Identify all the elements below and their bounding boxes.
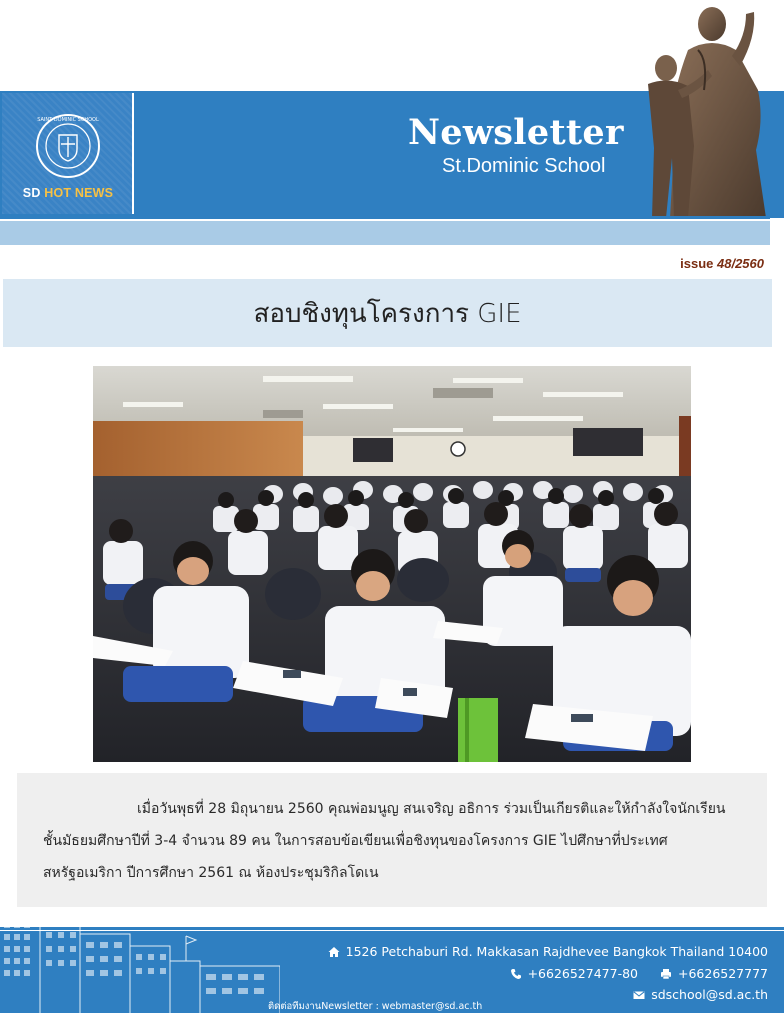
footer-email-row: [633, 987, 768, 1002]
email-text[interactable]: sdschool@sd.ac.th: [651, 987, 768, 1002]
buildings-illustration-icon: [0, 906, 280, 1013]
article-title: สอบชิงทุนโครงการ GIE: [253, 298, 522, 329]
article-title-box: [3, 279, 772, 347]
phone-text[interactable]: +6626527477-80: [527, 966, 638, 981]
statue-image: [628, 0, 784, 218]
badge-highlight: HOT NEWS: [44, 186, 114, 200]
issue-label: [680, 256, 764, 271]
article-body: เมื่อวันพุธที่ 28 มิถุนายน 2560 คุณพ่อมนูญ สนเจริญ อธิการ ร่วมเป็นเกียรติและให้กำลังใจนักเรียนชั้นมัธยมศึกษาปีที่ 3-4 จำนวน 89 คน ในการสอบข้อเขียนเพื่อชิงทุนของโครงการ GIE ไปศึกษาที่ประเทศสหรัฐอเมริกา ปีการศึกษา 2561 ณ ห้องประชุมริกิลโดเน: [43, 801, 726, 881]
sd-hot-news-label: [2, 186, 134, 200]
issue-number: 48/2560: [717, 256, 764, 271]
issue-word: issue: [680, 256, 714, 271]
phone-icon: [510, 968, 522, 980]
seal-logo-icon: [35, 113, 101, 179]
logo-box: [2, 93, 134, 214]
address-text: 1526 Petchaburi Rd. Makkasan Rajdhevee Bangkok Thailand 10400: [345, 944, 768, 959]
article-photo: [93, 366, 691, 762]
newsletter-title: Newsletter: [408, 112, 624, 153]
newsletter-contact[interactable]: ติดต่อทีมงานNewsletter : webmaster@sd.ac.th: [268, 1001, 483, 1012]
header-subbar: [0, 221, 770, 245]
footer-phone-row: [510, 966, 768, 981]
footer-address: [328, 944, 768, 959]
home-icon: [328, 946, 340, 958]
mail-icon: [633, 989, 645, 1001]
fax-text[interactable]: +6626527777: [677, 966, 768, 981]
article-body-box: [17, 773, 767, 907]
seal-text: SAINT DOMINIC SCHOOL: [37, 117, 99, 123]
header-divider: [0, 216, 770, 219]
school-name: St.Dominic School: [442, 155, 606, 177]
badge-prefix: SD: [22, 186, 45, 200]
fax-icon: [660, 968, 672, 980]
